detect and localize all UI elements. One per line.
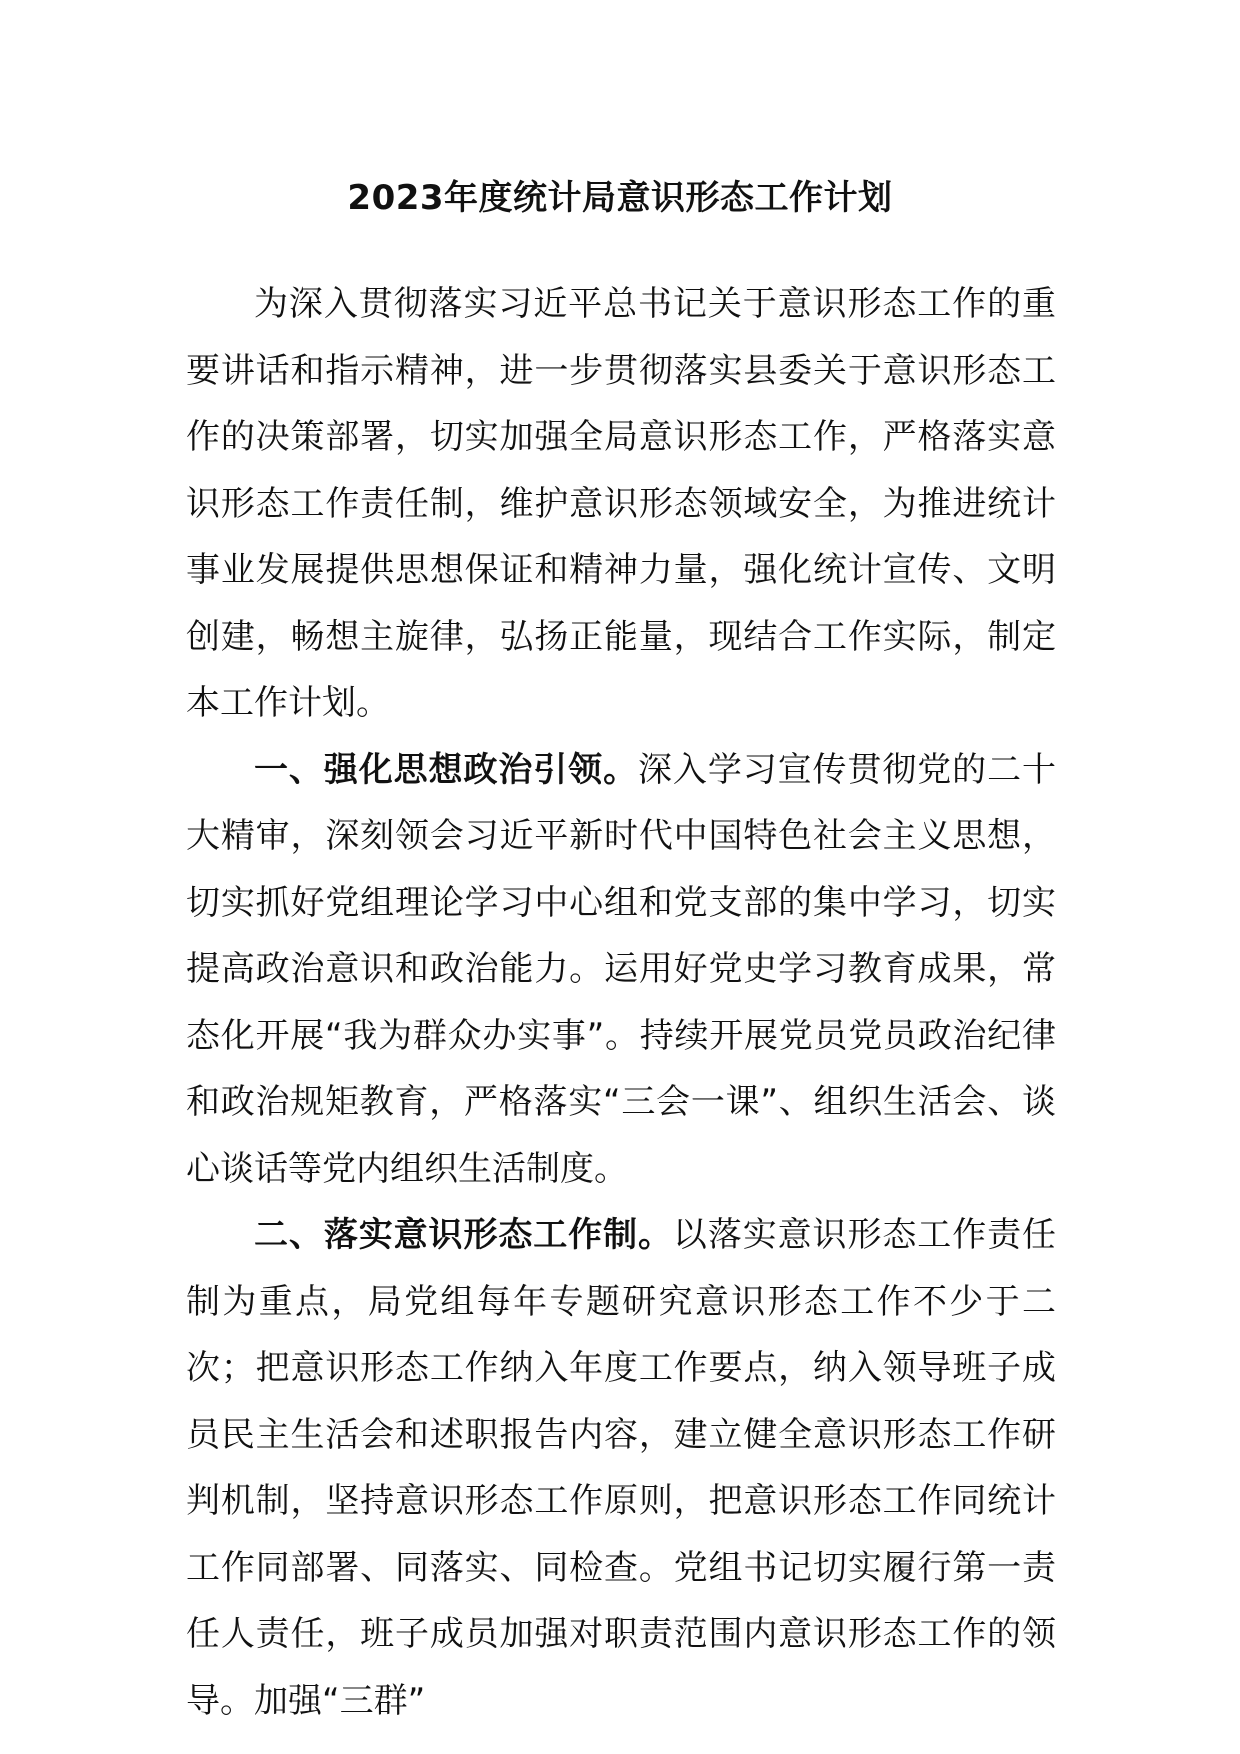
section-1-body: 深入学习宣传贯彻党的二十大精审，深刻领会习近平新时代中国特色社会主义思想，切实抓好党组理论学习中心组和党支部的集中学习，切实提高政治意识和政治能力。运用好党史学习教育成果，常态化开展“我为群众办实事”。持续开展党员党员政治纪律和政治规矩教育，严格落实“三会一课”、组织生活会、谈心谈话等党内组织生活制度。 xyxy=(186,749,1056,1189)
section-2-heading: 二、落实意识形态工作制。 xyxy=(254,1215,673,1255)
section-2-body: 以落实意识形态工作责任制为重点，局党组每年专题研究意识形态工作不少于二次；把意识形态工作纳入年度工作要点，纳入领导班子成员民主生活会和述职报告内容，建立健全意识形态工作研判机制，坚持意识形态工作原则，把意识形态工作同统计工作同部署、同落实、同检查。党组书记切实履行第一责任人责任，班子成员加强对职责范围内意识形态工作的领导。加强“三群” xyxy=(186,1215,1057,1721)
section-1-paragraph xyxy=(186,737,1056,1203)
intro-paragraph: 为深入贯彻落实习近平总书记关于意识形态工作的重要讲话和指示精神，进一步贯彻落实县委关于意识形态工作的决策部署，切实加强全局意识形态工作，严格落实意识形态工作责任制，维护意识形态领域安全，为推进统计事业发展提供思想保证和精神力量，强化统计宣传、文明创建，畅想主旋律，弘扬正能量，现结合工作实际，制定本工作计划。 xyxy=(186,284,1056,723)
document-body xyxy=(186,271,1056,1734)
document-title: 2023年度统计局意识形态工作计划 xyxy=(347,178,893,218)
section-2-paragraph xyxy=(186,1202,1056,1734)
section-1-heading: 一、强化思想政治引领。 xyxy=(254,749,638,790)
